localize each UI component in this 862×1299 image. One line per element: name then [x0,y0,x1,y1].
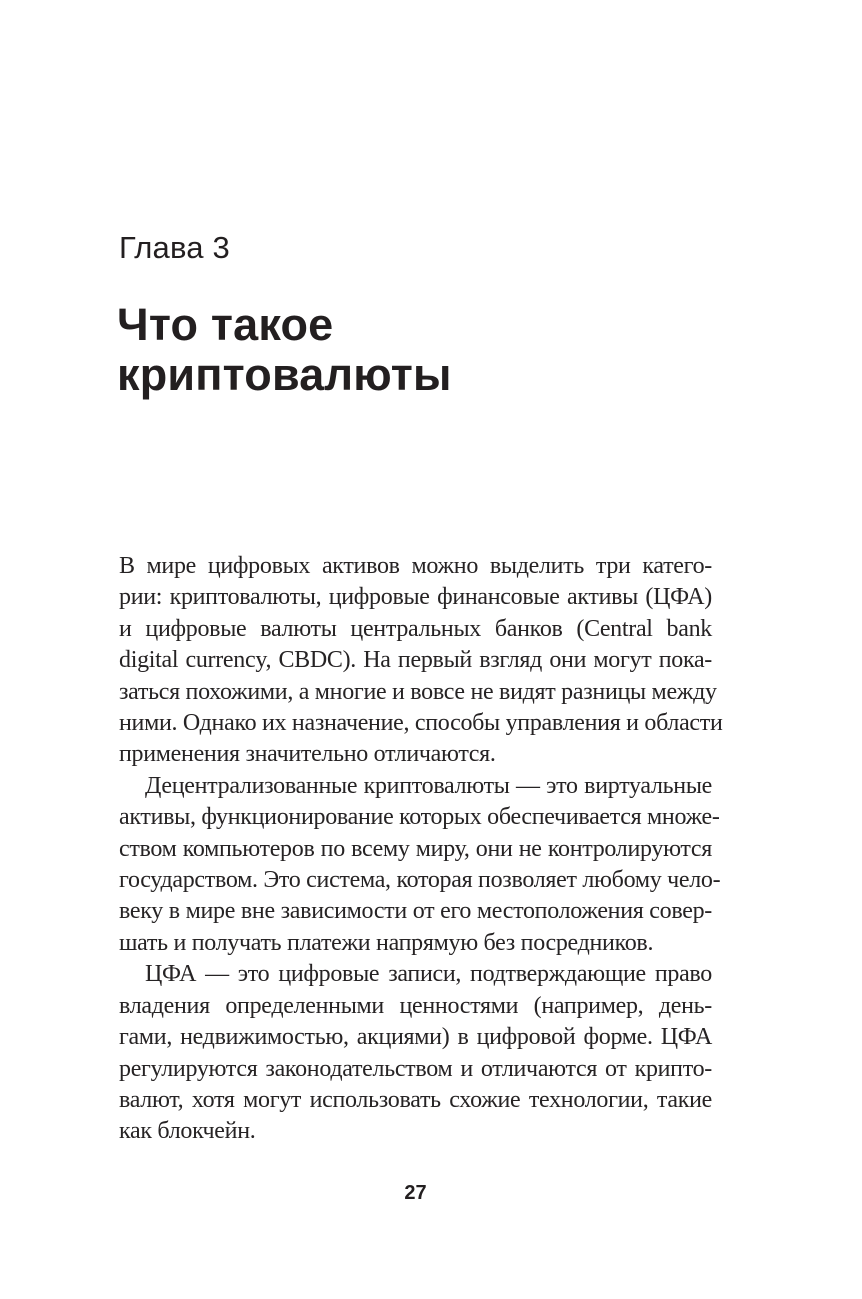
text-line: и цифровые валюты центральных банков (Central bank [119,615,712,642]
page-number: 27 [404,1182,427,1204]
text-line: заться похожими, а многие и вовсе не видят разницы между [119,678,717,705]
paragraph-intro [119,551,723,771]
text-line: рии: криптовалюты, цифровые финансовые активы (ЦФА) [119,584,712,611]
text-line: как блокчейн. [119,1118,256,1145]
paragraph-cfa [119,959,712,1147]
text-line: ними. Однако их назначение, способы управления и области [119,710,723,737]
text-line: гами, недвижимостью, акциями) в цифровой форме. ЦФА [119,1024,712,1051]
text-line: шать и получать платежи напрямую без посредников. [119,929,654,956]
text-line: В мире цифровых активов можно выделить три катего- [119,553,712,579]
text-line: применения значительно отличаются. [119,741,496,768]
text-line: государством. Это система, которая позволяет любому чело- [119,867,721,894]
text-line: ЦФА — это цифровые записи, подтверждающие право [145,961,712,988]
chapter-label: Глава 3 [119,230,230,265]
text-line: регулируются законодательством и отличаются от крипто- [119,1055,712,1082]
text-line: владения определенными ценностями (например, день- [119,992,712,1019]
text-line: Децентрализованные криптовалюты — это виртуальные [145,772,712,799]
text-line: валют, хотя могут использовать схожие технологии, такие [119,1086,712,1113]
body-text [119,551,723,1148]
text-line: веку в мире вне зависимости от его местоположения совер- [119,898,712,925]
text-line: активы, функционирование которых обеспечивается множе- [119,804,720,831]
text-line: ством компьютеров по всему миру, они не контролируются [119,835,712,862]
chapter-title: Что такое криптовалюты [117,299,452,400]
text-line: digital currency, CBDC). На первый взгляд они могут пока- [119,647,712,674]
paragraph-decentralized-crypto [119,771,721,959]
